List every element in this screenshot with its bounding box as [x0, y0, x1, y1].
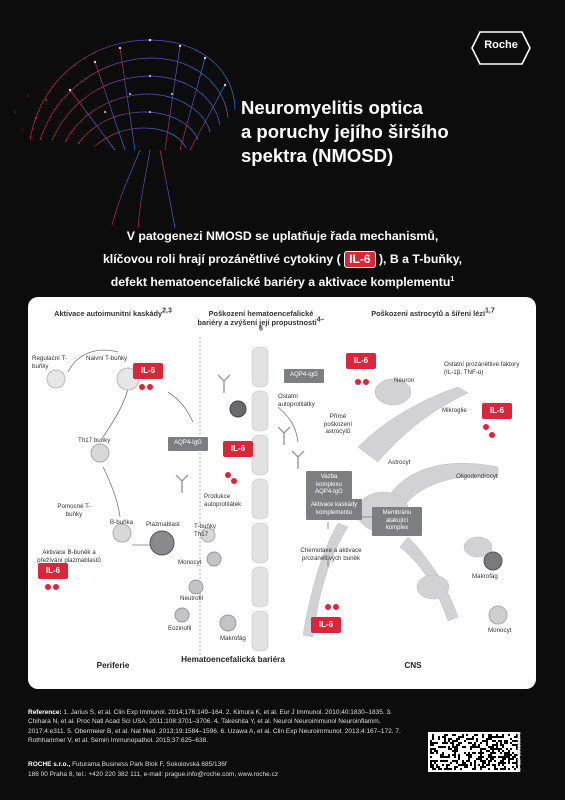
page-title — [241, 96, 541, 168]
label-neuron: Neuron — [394, 377, 415, 384]
label-chemotaxis: Chemotaxe a aktivace prozánětlivých buněk — [300, 547, 362, 562]
col3-heading: Poškození astrocytů a šíření lézí1,7 — [371, 307, 495, 318]
company-line-1 — [28, 760, 416, 770]
brain-illustration — [0, 0, 240, 230]
lead-line-3-text: defekt hematoencefalické bariéry a aktivace komplementu — [110, 275, 451, 289]
company-info — [28, 760, 416, 780]
col2-footer: Hematoencefalická bariéra — [181, 655, 285, 664]
document-code: M-CZ-00000870 — [517, 731, 523, 772]
col2-heading: Poškození hematoencefalické bariéry a zvýšení její propustnosti4–6 — [197, 309, 325, 333]
label-direct-damage: Přímé poškození astrocytů — [323, 413, 353, 435]
label-macrophage: Makrofág — [220, 635, 246, 642]
label-plasmablast: Plazmablast — [146, 521, 180, 528]
label-th17: Th17 buňky — [78, 437, 111, 444]
box-complement-cascade: Aktivace kaskády komplementu — [306, 499, 362, 520]
company-line-2: 186 00 Praha 8, tel.: +420 220 382 111, e-mail: prague.info@roche.com, www.roche.cz — [28, 771, 279, 778]
il6-tag-5: IL-6 — [482, 403, 512, 419]
col1-heading: Aktivace autoimunitní kaskády2,3 — [54, 307, 172, 318]
label-tcells: T-buňky Th17 — [194, 523, 217, 538]
label-macrophage-2: Makrofág — [472, 573, 498, 580]
title-line-3: spektra (NMOSD) — [241, 145, 394, 166]
label-eosinophil: Eozinofil — [168, 625, 192, 632]
box-complex-binding: Vazba komplexu AQP4-IgG — [306, 471, 352, 500]
barcode — [428, 732, 520, 772]
company-address-1: Futurama Business Park Blok F, Sokolovská 685/136f — [72, 761, 227, 768]
label-monocyte: Monocyt — [178, 559, 202, 566]
label-treg: Regulační T-buňky — [32, 355, 67, 370]
lead-line-3 — [20, 271, 545, 294]
company-name: ROCHE s.r.o., — [28, 761, 71, 768]
lead-line-2 — [20, 248, 545, 271]
lead-line-2-end: ), B a T-buňky, — [378, 252, 463, 266]
il6-tag-3: IL-6 — [223, 441, 253, 457]
label-neutrophil: Neutrofil — [180, 595, 204, 602]
roche-logo — [470, 30, 532, 66]
references-text: 1. Jarius S, et al. Clin Exp Immunol. 2014;176:149–164. 2. Kimura K, et al. Eur J Immunol. 2010;40:1830–1835. 3. Chihara N, et al. Proc Natl Acad Sci USA. 2011;108:3701–3706. 4. Takeshita Y, et al. Neurol Neuroimmunol Neuroinflamm. 2017;4:e311. 5. Obermeier B, et al. Nat Med. 2013;19:1584–1596. 6. Uzawa A, et al. Clin Exp Neuroimmunol. 2013;4:167–172. 7. Rothhammer V, et al. Semin Immunopathol. 2015;37:625–638. — [28, 709, 401, 745]
lead-line-2-start: klíčovou roli hrají prozánětlivé cytokiny ( — [102, 252, 341, 266]
il6-badge: IL-6 — [344, 251, 375, 268]
label-monocyte-2: Monocyt — [488, 627, 512, 634]
label-oligodendrocyte: Oligodendrocyt — [456, 473, 498, 480]
pathogenesis-diagram — [28, 297, 536, 689]
il6-tag-1: IL-6 — [133, 363, 163, 379]
il6-tag-2: IL-6 — [38, 563, 68, 579]
box-membrane-attack: Membránu atakující komplex — [372, 507, 422, 536]
label-other-antibodies: Ostatní autoprotilátky — [278, 393, 315, 408]
lead-paragraph — [20, 225, 545, 294]
references — [28, 708, 416, 746]
label-b-activation: Aktivace B-buněk a přežívání plazmablastů — [37, 549, 101, 564]
title-line-1: Neuromyelitis optica — [241, 97, 423, 118]
label-autoantibodies: Produkce autoprotilátek — [204, 493, 242, 508]
box-aqp4-igg: AQP4-IgG — [168, 437, 208, 451]
label-microglia: Mikroglie — [442, 407, 467, 414]
label-other-factors: Ostatní prozánětlivé faktory (IL-1β, TNF-α) — [444, 361, 520, 376]
label-naive: Naivní T-buňky — [86, 355, 128, 362]
label-astrocyte: Astrocyt — [388, 459, 411, 466]
col1-footer: Periferie — [96, 661, 130, 670]
col3-footer: CNS — [404, 661, 422, 670]
il6-tag-4: IL-6 — [346, 353, 376, 369]
references-label: Reference: — [28, 709, 62, 716]
label-helper: Pomocné T-buňky — [57, 503, 91, 518]
lead-line-1: V patogenezi NMOSD se uplatňuje řada mechanismů, — [126, 229, 439, 243]
logo-text: Roche — [484, 39, 518, 51]
lead-footnote: 1 — [450, 275, 455, 283]
title-line-2: a poruchy jejího širšího — [241, 121, 449, 142]
box-aqp4-igg-2: AQP4-IgG — [284, 369, 324, 383]
il6-tag-6: IL-6 — [311, 617, 341, 633]
label-bcell: B-buňka — [110, 519, 134, 526]
